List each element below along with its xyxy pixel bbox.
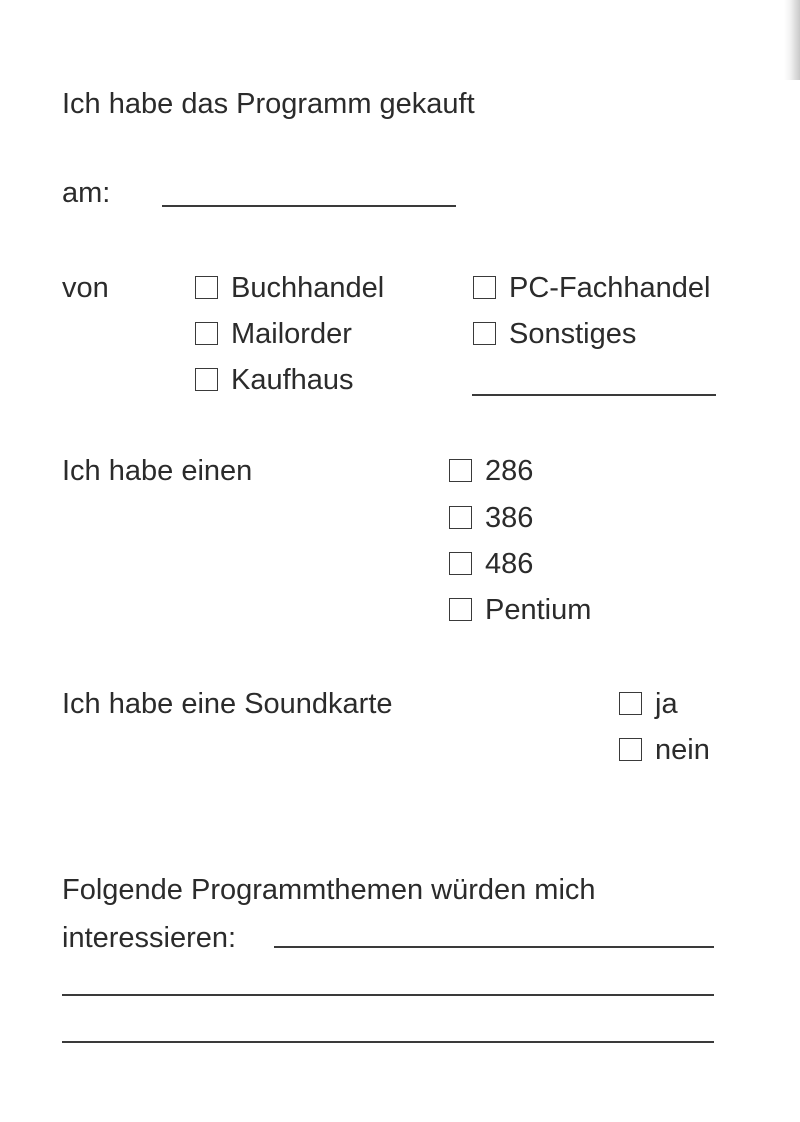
checkbox-buchhandel[interactable] [195, 276, 218, 299]
option-kaufhaus-label: Kaufhaus [231, 364, 354, 396]
option-ja-label: ja [655, 688, 678, 720]
topics-input-line-3[interactable] [62, 1041, 714, 1043]
option-pentium-label: Pentium [485, 594, 592, 626]
heading: Ich habe das Programm gekauft [62, 88, 475, 120]
option-buchhandel-label: Buchhandel [231, 272, 385, 304]
checkbox-pentium[interactable] [449, 598, 472, 621]
option-mailorder-label: Mailorder [231, 318, 352, 350]
sonstiges-input-line[interactable] [472, 394, 716, 396]
option-286-label: 286 [485, 455, 534, 487]
checkbox-kaufhaus[interactable] [195, 368, 218, 391]
checkbox-ja[interactable] [619, 692, 642, 715]
checkbox-nein[interactable] [619, 738, 642, 761]
date-label: am: [62, 177, 111, 209]
checkbox-486[interactable] [449, 552, 472, 575]
date-input-line[interactable] [162, 205, 456, 207]
cpu-label: Ich habe einen [62, 455, 253, 487]
topics-label-line2: interessieren: [62, 922, 237, 954]
option-pc-fachhandel-label: PC-Fachhandel [509, 272, 711, 304]
scan-edge-shadow [784, 0, 800, 80]
from-label: von [62, 272, 109, 304]
checkbox-mailorder[interactable] [195, 322, 218, 345]
checkbox-386[interactable] [449, 506, 472, 529]
option-386-label: 386 [485, 502, 534, 534]
checkbox-sonstiges[interactable] [473, 322, 496, 345]
topics-input-line-1[interactable] [274, 946, 714, 948]
option-nein-label: nein [655, 734, 710, 766]
option-486-label: 486 [485, 548, 534, 580]
topics-input-line-2[interactable] [62, 994, 714, 996]
checkbox-pc-fachhandel[interactable] [473, 276, 496, 299]
topics-label-line1: Folgende Programmthemen würden mich [62, 874, 596, 906]
checkbox-286[interactable] [449, 459, 472, 482]
option-sonstiges-label: Sonstiges [509, 318, 637, 350]
sound-label: Ich habe eine Soundkarte [62, 688, 393, 720]
